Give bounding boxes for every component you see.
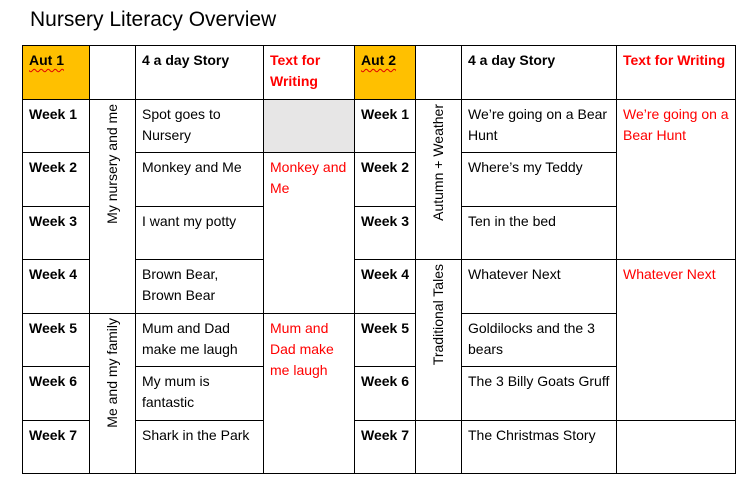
- aut1-writing-cell: Mum and Dad make me laugh: [264, 313, 355, 474]
- aut2-week-cell: Week 7: [355, 420, 416, 474]
- aut2-story-cell: Where’s my Teddy: [462, 153, 617, 207]
- aut2-story-cell: The 3 Billy Goats Gruff: [462, 367, 617, 421]
- aut1-writing-header: Text for Writing: [264, 46, 355, 100]
- aut1-theme-header: [90, 46, 136, 100]
- aut2-theme-cell: Traditional Tales: [416, 260, 462, 421]
- aut1-story-cell: Spot goes to Nursery: [136, 99, 264, 153]
- aut2-story-cell: We’re going on a Bear Hunt: [462, 99, 617, 153]
- aut1-week-cell: Week 5: [23, 313, 90, 367]
- aut1-story-cell: Brown Bear, Brown Bear: [136, 260, 264, 314]
- page-title: Nursery Literacy Overview: [30, 8, 277, 31]
- aut2-theme-empty: [416, 420, 462, 474]
- aut2-week-cell: Week 1: [355, 99, 416, 153]
- aut1-week-cell: Week 3: [23, 206, 90, 260]
- aut1-writing-empty: [264, 99, 355, 153]
- aut2-story-cell: Goldilocks and the 3 bears: [462, 313, 617, 367]
- table-row: [23, 99, 736, 153]
- aut1-theme-cell: Me and my family: [90, 313, 136, 474]
- aut1-story-cell: Monkey and Me: [136, 153, 264, 207]
- aut2-week-cell: Week 2: [355, 153, 416, 207]
- header-row: [23, 46, 736, 100]
- aut1-week-cell: Week 7: [23, 420, 90, 474]
- aut1-week-cell: Week 4: [23, 260, 90, 314]
- aut2-week-cell: Week 5: [355, 313, 416, 367]
- aut1-story-header: 4 a day Story: [136, 46, 264, 100]
- aut2-writing-empty: [617, 420, 736, 474]
- aut2-story-cell: Ten in the bed: [462, 206, 617, 260]
- aut2-week-cell: Week 3: [355, 206, 416, 260]
- aut1-story-cell: Shark in the Park: [136, 420, 264, 474]
- aut2-story-cell: Whatever Next: [462, 260, 617, 314]
- aut1-story-cell: My mum is fantastic: [136, 367, 264, 421]
- aut2-writing-cell: Whatever Next: [617, 260, 736, 421]
- aut1-story-cell: Mum and Dad make me laugh: [136, 313, 264, 367]
- aut1-writing-cell: Monkey and Me: [264, 153, 355, 314]
- aut1-week-cell: Week 6: [23, 367, 90, 421]
- aut2-header: Aut 2: [355, 46, 416, 100]
- aut2-writing-cell: We’re going on a Bear Hunt: [617, 99, 736, 260]
- aut2-theme-header: [416, 46, 462, 100]
- aut2-week-cell: Week 6: [355, 367, 416, 421]
- aut1-theme-cell: My nursery and me: [90, 99, 136, 313]
- aut1-story-cell: I want my potty: [136, 206, 264, 260]
- aut2-theme-cell: Autumn + Weather: [416, 99, 462, 260]
- literacy-table: [22, 45, 736, 474]
- aut1-header: Aut 1: [23, 46, 90, 100]
- aut2-week-cell: Week 4: [355, 260, 416, 314]
- aut2-story-header: 4 a day Story: [462, 46, 617, 100]
- aut2-story-cell: The Christmas Story: [462, 420, 617, 474]
- aut1-week-cell: Week 1: [23, 99, 90, 153]
- aut1-week-cell: Week 2: [23, 153, 90, 207]
- aut2-writing-header: Text for Writing: [617, 46, 736, 100]
